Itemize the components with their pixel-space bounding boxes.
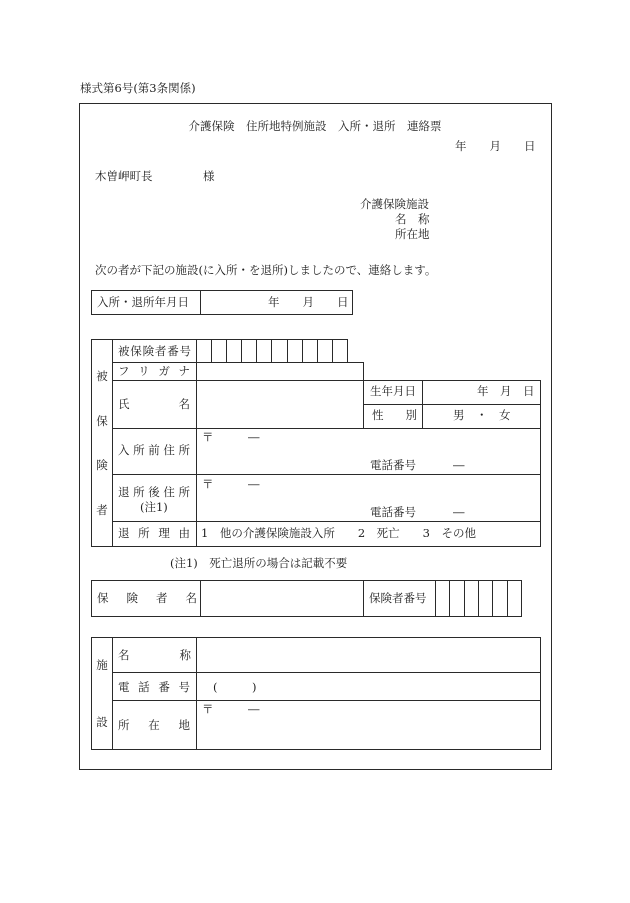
facility-postal-mark: 〒 [202,702,214,716]
insurer-name-value-cell [200,580,364,617]
label-char: 前 [148,443,160,457]
prev-postal-dash: ― [248,430,260,444]
reason-options: 1 他の介護保険施設入所 2 死亡 3 その他 [201,526,476,540]
insurer-name-label [97,591,197,605]
facility-name-value-cell [196,637,541,673]
sex-value: 男 ・ 女 [453,408,511,422]
sender-address-label: 所在地 [395,227,430,241]
sex-label [372,408,417,422]
prev-phone-dash: ― [453,458,465,472]
facility-address-label [118,718,190,732]
label-char: 称 [179,648,191,662]
label-char: 保 [96,413,108,428]
reason-label [118,526,190,540]
digit-box [508,581,521,616]
label-char: 名 [178,397,190,411]
furigana-label [118,364,190,378]
form-number: 様式第6号(第3条関係) [80,81,196,95]
label-char: 住 [163,443,175,457]
label-char: 由 [178,526,190,540]
label-char: 施 [96,658,108,673]
facility-postal-dash: ― [248,702,260,716]
addressee-honorific: 様 [203,169,215,183]
insurer-number-boxes [435,580,522,617]
label-char: 険 [126,591,138,605]
sender-facility-type: 介護保険施設 [360,197,429,211]
label-char: 所 [178,443,190,457]
label-char: 地 [178,718,190,732]
prev-address-label [118,443,190,457]
label-char: 者 [154,344,167,358]
label-char: 被 [96,369,108,384]
label-char: フ [118,364,130,378]
form-title: 介護保険 住所地特例施設 入所・退所 連絡票 [188,119,442,133]
name-label [118,397,190,411]
next-phone-label: 電話番号 [370,505,416,519]
name-value-cell [196,380,364,429]
prev-phone-label: 電話番号 [370,458,416,472]
label-char: 者 [156,591,168,605]
label-char: 号 [179,344,191,358]
digit-box [318,340,333,362]
digit-box [493,581,507,616]
addressee-name: 木曽岬町長 [95,169,153,183]
label-char: 名 [185,591,197,605]
label-char: 設 [96,714,108,729]
label-char: 退 [118,526,130,540]
label-char: 番 [167,344,179,358]
digit-box [227,340,242,362]
insured-number-label [118,344,191,358]
facility-phone-label [118,680,190,694]
label-char: 住 [163,485,175,499]
next-postal-dash: ― [248,477,260,491]
label-char: 所 [138,526,150,540]
digit-box [197,340,212,362]
label-char: 後 [148,485,160,499]
label-char: 所 [118,718,130,732]
facility-phone-value: ( ) [213,680,257,694]
furigana-value-cell [196,362,364,381]
next-postal-mark: 〒 [202,477,214,491]
label-char: 退 [118,485,130,499]
move-date-label: 入所・退所年月日 [97,295,189,309]
label-char: 番 [158,680,170,694]
digit-box [479,581,493,616]
sender-name-label: 名 称 [395,212,430,226]
footnote: (注1) 死亡退所の場合は記載不要 [170,556,348,570]
label-char: 険 [142,344,155,358]
digit-box [303,340,318,362]
digit-box [436,581,450,616]
label-char: 保 [97,591,109,605]
label-char: ガ [158,364,170,378]
label-char: 別 [405,408,417,422]
label-char: 話 [138,680,150,694]
label-char: 保 [130,344,142,358]
label-char: 入 [118,443,130,457]
insurer-number-label: 保険者番号 [369,591,427,605]
insured-side-label [91,339,113,547]
label-char: 在 [148,718,160,732]
label-char: 所 [133,485,145,499]
digit-box [465,581,479,616]
facility-side-label [91,637,113,750]
label-char: 所 [133,443,145,457]
label-char: 号 [178,680,190,694]
facility-name-label [118,648,191,662]
issue-date-line: 年 月 日 [455,139,536,153]
next-address-label [118,485,190,499]
digit-box [257,340,272,362]
label-char: リ [138,364,150,378]
birth-label: 生年月日 [370,384,416,398]
label-char: 所 [178,485,190,499]
label-char: 被 [118,344,130,358]
insured-number-boxes [196,339,348,363]
label-char: 名 [118,648,130,662]
digit-box [450,581,464,616]
next-address-note-ref: (注1) [140,500,168,514]
digit-box [212,340,227,362]
digit-box [242,340,257,362]
move-date-value: 年 月 日 [268,295,349,309]
label-char: 氏 [118,397,130,411]
birth-value: 年 月 日 [477,384,535,398]
next-phone-dash: ― [453,505,465,519]
label-char: 性 [372,408,384,422]
notice-text: 次の者が下記の施設(に入所・を退所)しましたので、連絡します。 [95,263,437,277]
label-char: 理 [158,526,170,540]
label-char: 者 [96,502,108,517]
prev-postal-mark: 〒 [202,430,214,444]
digit-box [288,340,303,362]
digit-box [272,340,287,362]
label-char: 電 [118,680,130,694]
label-char: ナ [178,364,190,378]
label-char: 険 [96,458,108,473]
digit-box [333,340,347,362]
